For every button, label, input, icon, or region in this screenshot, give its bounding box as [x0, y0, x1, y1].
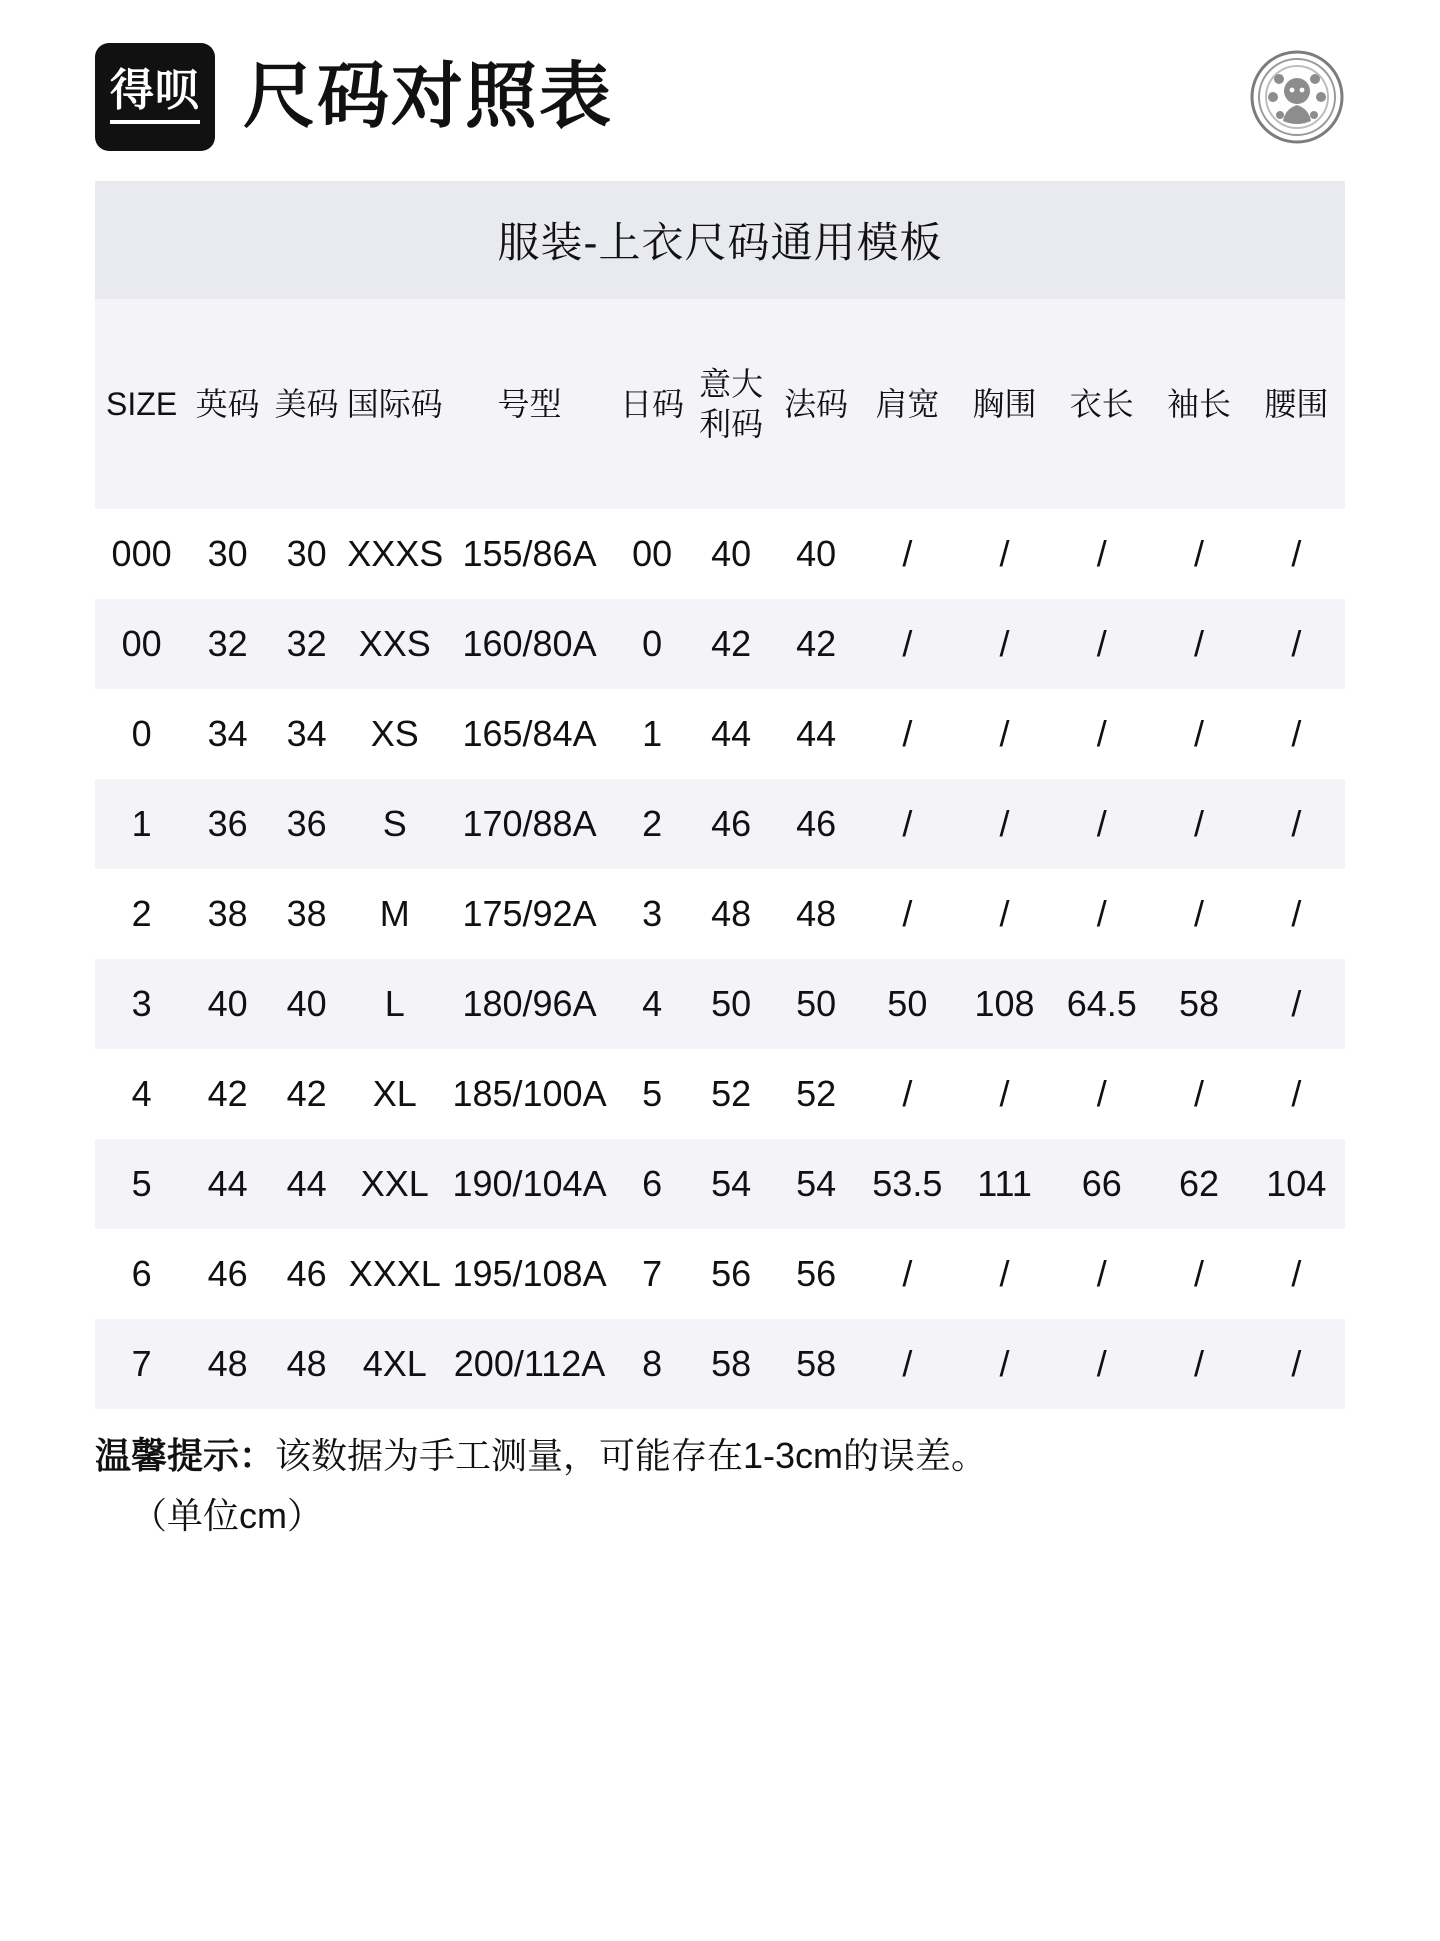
table-row — [95, 779, 1345, 869]
size-table-head — [95, 299, 1345, 509]
cell: 200/112A — [443, 1319, 615, 1409]
cell: / — [1248, 1229, 1345, 1319]
cell: / — [1248, 779, 1345, 869]
page-title: 尺码对照表 — [243, 56, 614, 137]
cell: 56 — [689, 1229, 774, 1319]
cell: 34 — [188, 689, 267, 779]
cell: / — [859, 1229, 956, 1319]
cell: / — [859, 1049, 956, 1139]
cell: 44 — [188, 1139, 267, 1229]
cell: / — [1053, 509, 1150, 599]
column-header-it: 意大利码 — [689, 299, 774, 509]
cell: 0 — [95, 689, 188, 779]
cell: / — [956, 1319, 1053, 1409]
brand-logo-text: 得呗 — [110, 69, 200, 124]
cell: 40 — [267, 959, 346, 1049]
cell: 190/104A — [443, 1139, 615, 1229]
cell: / — [859, 599, 956, 689]
cell: 104 — [1248, 1139, 1345, 1229]
column-header-waist: 腰围 — [1248, 299, 1345, 509]
cell: 48 — [774, 869, 859, 959]
cell: / — [1150, 1319, 1247, 1409]
column-header-model: 号型 — [443, 299, 615, 509]
cell: 54 — [689, 1139, 774, 1229]
note-unit: （单位cm） — [131, 1495, 323, 1536]
cell: / — [859, 779, 956, 869]
cell: 175/92A — [443, 869, 615, 959]
cell: 7 — [616, 1229, 689, 1319]
cell: 38 — [267, 869, 346, 959]
cell: 44 — [267, 1139, 346, 1229]
cell: XXXL — [346, 1229, 443, 1319]
cell: 155/86A — [443, 509, 615, 599]
cell: 000 — [95, 509, 188, 599]
cell: / — [956, 689, 1053, 779]
cell: 00 — [616, 509, 689, 599]
cell: 180/96A — [443, 959, 615, 1049]
cell: / — [956, 1229, 1053, 1319]
cell: / — [1150, 509, 1247, 599]
note-text: 该数据为手工测量，可能存在1-3cm的误差。 — [275, 1435, 988, 1476]
cell: 3 — [95, 959, 188, 1049]
cell: / — [1150, 1229, 1247, 1319]
cell: XXL — [346, 1139, 443, 1229]
cell: 40 — [689, 509, 774, 599]
cell: 42 — [188, 1049, 267, 1139]
cell: / — [1053, 599, 1150, 689]
cell: 46 — [267, 1229, 346, 1319]
cell: 64.5 — [1053, 959, 1150, 1049]
table-row — [95, 1139, 1345, 1229]
cell: 42 — [774, 599, 859, 689]
medusa-head-icon — [1249, 49, 1345, 145]
table-row — [95, 599, 1345, 689]
cell: XS — [346, 689, 443, 779]
column-header-bust: 胸围 — [956, 299, 1053, 509]
cell: 53.5 — [859, 1139, 956, 1229]
cell: 48 — [188, 1319, 267, 1409]
cell: 52 — [689, 1049, 774, 1139]
cell: 30 — [188, 509, 267, 599]
table-row — [95, 1229, 1345, 1319]
cell: 32 — [188, 599, 267, 689]
cell: 44 — [774, 689, 859, 779]
cell: 56 — [774, 1229, 859, 1319]
cell: 50 — [689, 959, 774, 1049]
cell: S — [346, 779, 443, 869]
cell: / — [956, 869, 1053, 959]
column-header-international: 国际码 — [346, 299, 443, 509]
cell: / — [859, 689, 956, 779]
table-row — [95, 959, 1345, 1049]
cell: 46 — [188, 1229, 267, 1319]
cell: 58 — [1150, 959, 1247, 1049]
size-table — [95, 299, 1345, 1409]
cell: 185/100A — [443, 1049, 615, 1139]
cell: 36 — [188, 779, 267, 869]
cell: / — [1248, 869, 1345, 959]
cell: 40 — [774, 509, 859, 599]
cell: / — [1248, 689, 1345, 779]
cell: 1 — [95, 779, 188, 869]
cell: / — [956, 509, 1053, 599]
cell: / — [1248, 959, 1345, 1049]
table-row — [95, 689, 1345, 779]
cell: 40 — [188, 959, 267, 1049]
footer-note — [95, 1429, 1345, 1543]
cell: 3 — [616, 869, 689, 959]
page-header — [95, 0, 1345, 175]
cell: 66 — [1053, 1139, 1150, 1229]
column-header-uk: 英码 — [188, 299, 267, 509]
note-label: 温馨提示： — [95, 1435, 276, 1476]
cell: 170/88A — [443, 779, 615, 869]
cell: / — [1150, 1049, 1247, 1139]
column-header-us: 美码 — [267, 299, 346, 509]
subtitle-text: 服装-上衣尺码通用模板 — [497, 219, 943, 266]
cell: / — [1053, 689, 1150, 779]
cell: 30 — [267, 509, 346, 599]
column-header-length: 衣长 — [1053, 299, 1150, 509]
cell: 54 — [774, 1139, 859, 1229]
cell: / — [1248, 509, 1345, 599]
cell: / — [956, 779, 1053, 869]
cell: XXS — [346, 599, 443, 689]
table-row — [95, 869, 1345, 959]
cell: 4XL — [346, 1319, 443, 1409]
cell: 7 — [95, 1319, 188, 1409]
column-header-sleeve: 袖长 — [1150, 299, 1247, 509]
cell: 42 — [267, 1049, 346, 1139]
cell: 8 — [616, 1319, 689, 1409]
cell: / — [1053, 1049, 1150, 1139]
cell: 50 — [774, 959, 859, 1049]
subtitle-band — [95, 181, 1345, 299]
cell: 44 — [689, 689, 774, 779]
cell: 38 — [188, 869, 267, 959]
cell: 2 — [616, 779, 689, 869]
cell: 36 — [267, 779, 346, 869]
cell: / — [1053, 869, 1150, 959]
cell: 50 — [859, 959, 956, 1049]
cell: 111 — [956, 1139, 1053, 1229]
cell: / — [1150, 599, 1247, 689]
cell: / — [1053, 1319, 1150, 1409]
cell: / — [859, 509, 956, 599]
cell: 0 — [616, 599, 689, 689]
cell: 48 — [267, 1319, 346, 1409]
cell: 4 — [95, 1049, 188, 1139]
brand-logo — [95, 43, 215, 151]
cell: L — [346, 959, 443, 1049]
table-row — [95, 1049, 1345, 1139]
cell: / — [1053, 1229, 1150, 1319]
table-header-row — [95, 299, 1345, 509]
table-row — [95, 509, 1345, 599]
cell: / — [859, 1319, 956, 1409]
cell: / — [1150, 689, 1247, 779]
cell: 108 — [956, 959, 1053, 1049]
cell: / — [1150, 869, 1247, 959]
size-table-container — [95, 299, 1345, 1409]
cell: 5 — [95, 1139, 188, 1229]
cell: 6 — [616, 1139, 689, 1229]
column-header-shoulder: 肩宽 — [859, 299, 956, 509]
cell: 5 — [616, 1049, 689, 1139]
cell: M — [346, 869, 443, 959]
cell: 46 — [689, 779, 774, 869]
cell: 58 — [774, 1319, 859, 1409]
cell: 32 — [267, 599, 346, 689]
cell: / — [956, 599, 1053, 689]
cell: 2 — [95, 869, 188, 959]
cell: / — [956, 1049, 1053, 1139]
table-row — [95, 1319, 1345, 1409]
cell: / — [1248, 1319, 1345, 1409]
cell: 52 — [774, 1049, 859, 1139]
cell: 1 — [616, 689, 689, 779]
cell: 4 — [616, 959, 689, 1049]
size-table-body — [95, 509, 1345, 1409]
cell: 46 — [774, 779, 859, 869]
cell: 00 — [95, 599, 188, 689]
cell: 165/84A — [443, 689, 615, 779]
cell: / — [1150, 779, 1247, 869]
cell: 42 — [689, 599, 774, 689]
cell: 160/80A — [443, 599, 615, 689]
cell: 34 — [267, 689, 346, 779]
cell: / — [859, 869, 956, 959]
column-header-size: SIZE — [95, 299, 188, 509]
cell: 6 — [95, 1229, 188, 1319]
cell: 58 — [689, 1319, 774, 1409]
cell: XL — [346, 1049, 443, 1139]
cell: / — [1053, 779, 1150, 869]
cell: XXXS — [346, 509, 443, 599]
column-header-fr: 法码 — [774, 299, 859, 509]
column-header-jp: 日码 — [616, 299, 689, 509]
cell: / — [1248, 1049, 1345, 1139]
cell: 48 — [689, 869, 774, 959]
cell: 62 — [1150, 1139, 1247, 1229]
cell: 195/108A — [443, 1229, 615, 1319]
cell: / — [1248, 599, 1345, 689]
